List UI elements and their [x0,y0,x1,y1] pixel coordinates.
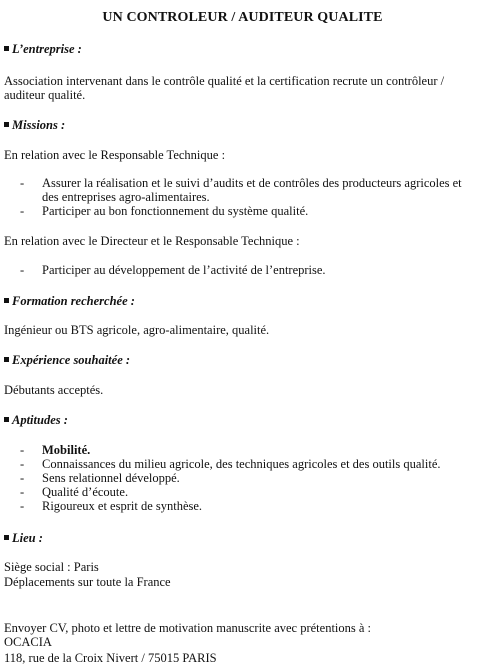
list-item: - Mobilité. [20,443,91,457]
section-heading-aptitudes: Aptitudes : [4,413,68,427]
lieu-line1: Siège social : Paris [4,560,99,574]
section-heading-missions: Missions : [4,118,65,132]
missions-list-1 [20,176,480,218]
section-heading-entreprise: L’entreprise : [4,42,82,56]
aptitudes-list [20,443,480,513]
square-bullet-icon [4,535,9,540]
list-item: - Participer au développement de l’activité de l’entreprise. [20,263,326,277]
formation-text: Ingénieur ou BTS agricole, agro-alimentaire, qualité. [4,323,270,337]
entreprise-text-line2: auditeur qualité. [4,88,86,102]
dash-bullet: - [20,443,25,457]
dash-bullet: - [20,499,25,513]
section-heading-experience: Expérience souhaitée : [4,353,130,367]
lieu-line2: Déplacements sur toute la France [4,575,171,589]
list-item: - Participer au bon fonctionnement du système qualité. [20,204,309,218]
contact-instructions: Envoyer CV, photo et lettre de motivation manuscrite avec prétentions à : [4,621,372,635]
dash-bullet: - [20,176,25,190]
missions-list-2 [20,263,480,277]
dash-bullet: - [20,263,25,277]
dash-bullet: - [20,471,25,485]
contact-address: 118, rue de la Croix Nivert / 75015 PARIS [4,651,217,665]
list-item: - Rigoureux et esprit de synthèse. [20,499,203,513]
square-bullet-icon [4,122,9,127]
missions-intro-1: En relation avec le Responsable Technique : [4,148,226,162]
square-bullet-icon [4,298,9,303]
list-item: - Connaissances du milieu agricole, des techniques agricoles et des outils qualité. [20,457,441,471]
dash-bullet: - [20,457,25,471]
square-bullet-icon [4,357,9,362]
list-item: - Sens relationnel développé. [20,471,180,485]
dash-bullet: - [20,204,25,218]
dash-bullet: - [20,485,25,499]
experience-text: Débutants acceptés. [4,383,104,397]
contact-organization: OCACIA [4,635,52,649]
page-title: UN CONTROLEUR / AUDITEUR QUALITE [102,10,383,25]
list-item: - Qualité d’écoute. [20,485,129,499]
section-heading-formation: Formation recherchée : [4,294,135,308]
list-item: - Assurer la réalisation et le suivi d’audits et de contrôles des producteurs agricoles et des entreprises agro-alimentaires. [20,176,462,204]
missions-intro-2: En relation avec le Directeur et le Responsable Technique : [4,234,300,248]
section-heading-lieu: Lieu : [4,531,43,545]
entreprise-text-line1: Association intervenant dans le contrôle qualité et la certification recrute un contrôleur / [4,74,445,88]
square-bullet-icon [4,417,9,422]
square-bullet-icon [4,46,9,51]
